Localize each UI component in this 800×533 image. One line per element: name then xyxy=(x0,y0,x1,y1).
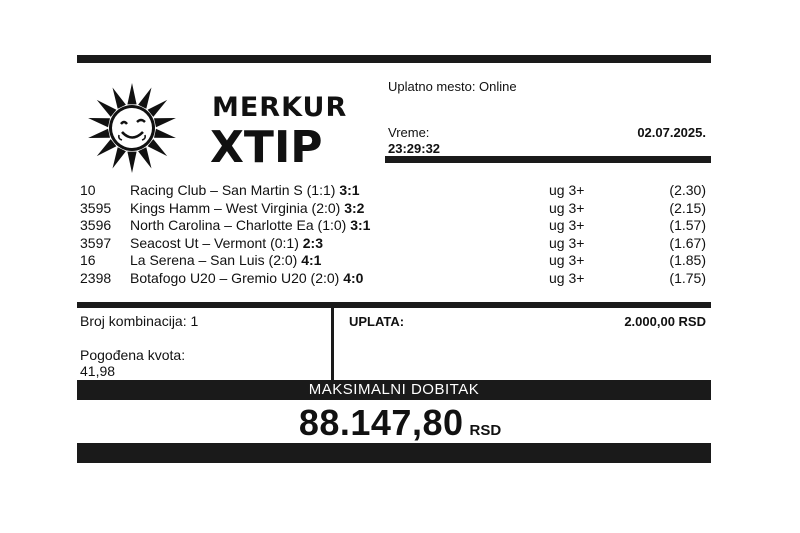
max-win-label: MAKSIMALNI DOBITAK xyxy=(77,380,711,400)
summary-divider xyxy=(331,308,334,380)
bet-odd: (1.75) xyxy=(669,270,706,286)
bet-score: 4:1 xyxy=(301,252,322,268)
bet-score: 3:2 xyxy=(344,200,365,216)
bet-id: 16 xyxy=(80,252,96,268)
stake-label: UPLATA: xyxy=(349,314,405,329)
location-label: Uplatno mesto: Online xyxy=(388,79,517,94)
bet-odd: (1.67) xyxy=(669,235,706,251)
bet-match xyxy=(130,269,363,287)
bet-pick: ug 3+ xyxy=(549,182,585,198)
max-win-currency: RSD xyxy=(469,422,502,439)
bet-row xyxy=(80,199,706,217)
logo xyxy=(84,80,374,176)
bet-odd: (2.15) xyxy=(669,200,706,216)
top-rule xyxy=(77,55,711,63)
bet-teams: Kings Hamm – West Virginia (2:0) xyxy=(130,200,341,216)
bet-row xyxy=(80,234,706,252)
combinations-count: Broj kombinacija: 1 xyxy=(80,313,199,329)
date-value: 02.07.2025. xyxy=(637,125,706,140)
bet-score: 3:1 xyxy=(350,217,371,233)
bet-row xyxy=(80,251,706,269)
bet-teams: La Serena – San Luis (2:0) xyxy=(130,252,298,268)
bet-teams: Seacost Ut – Vermont (0:1) xyxy=(130,235,299,251)
bet-score: 2:3 xyxy=(302,235,323,251)
bet-score: 4:0 xyxy=(343,270,364,286)
brand-merkur: MERKUR xyxy=(212,92,348,123)
time-label: Vreme: xyxy=(388,125,430,140)
odds-value: 41,98 xyxy=(80,363,116,379)
bet-match xyxy=(130,251,321,269)
bet-odd: (1.57) xyxy=(669,217,706,233)
bet-odd: (2.30) xyxy=(669,182,706,198)
summary-rule xyxy=(77,302,711,308)
bet-pick: ug 3+ xyxy=(549,200,585,216)
bet-match xyxy=(130,234,323,252)
bet-match xyxy=(130,199,364,217)
bet-row xyxy=(80,216,706,234)
bet-row xyxy=(80,181,706,199)
bet-teams: Racing Club – San Martin S (1:1) xyxy=(130,182,336,198)
sun-icon xyxy=(84,80,180,176)
header-rule xyxy=(385,156,711,163)
bet-row xyxy=(80,269,706,287)
stake-value: 2.000,00 RSD xyxy=(624,314,706,329)
time-value: 23:29:32 xyxy=(388,141,441,156)
bottom-rule xyxy=(77,443,711,463)
bet-teams: Botafogo U20 – Gremio U20 (2:0) xyxy=(130,270,340,286)
bet-score: 3:1 xyxy=(339,182,360,198)
bet-id: 3596 xyxy=(80,217,112,233)
max-win-payout xyxy=(0,402,800,444)
bet-pick: ug 3+ xyxy=(549,252,585,268)
bet-teams: North Carolina – Charlotte Ea (1:0) xyxy=(130,217,347,233)
bet-pick: ug 3+ xyxy=(549,217,585,233)
bet-id: 10 xyxy=(80,182,96,198)
bet-match xyxy=(130,181,360,199)
bet-odd: (1.85) xyxy=(669,252,706,268)
bet-id: 2398 xyxy=(80,270,112,286)
bet-id: 3597 xyxy=(80,235,112,251)
bet-id: 3595 xyxy=(80,200,112,216)
max-win-amount: 88.147,80 xyxy=(298,402,464,443)
brand-xtip: XTIP xyxy=(210,122,323,173)
bet-match xyxy=(130,216,370,234)
bet-pick: ug 3+ xyxy=(549,235,585,251)
bet-pick: ug 3+ xyxy=(549,270,585,286)
odds-label: Pogođena kvota: xyxy=(80,347,186,363)
